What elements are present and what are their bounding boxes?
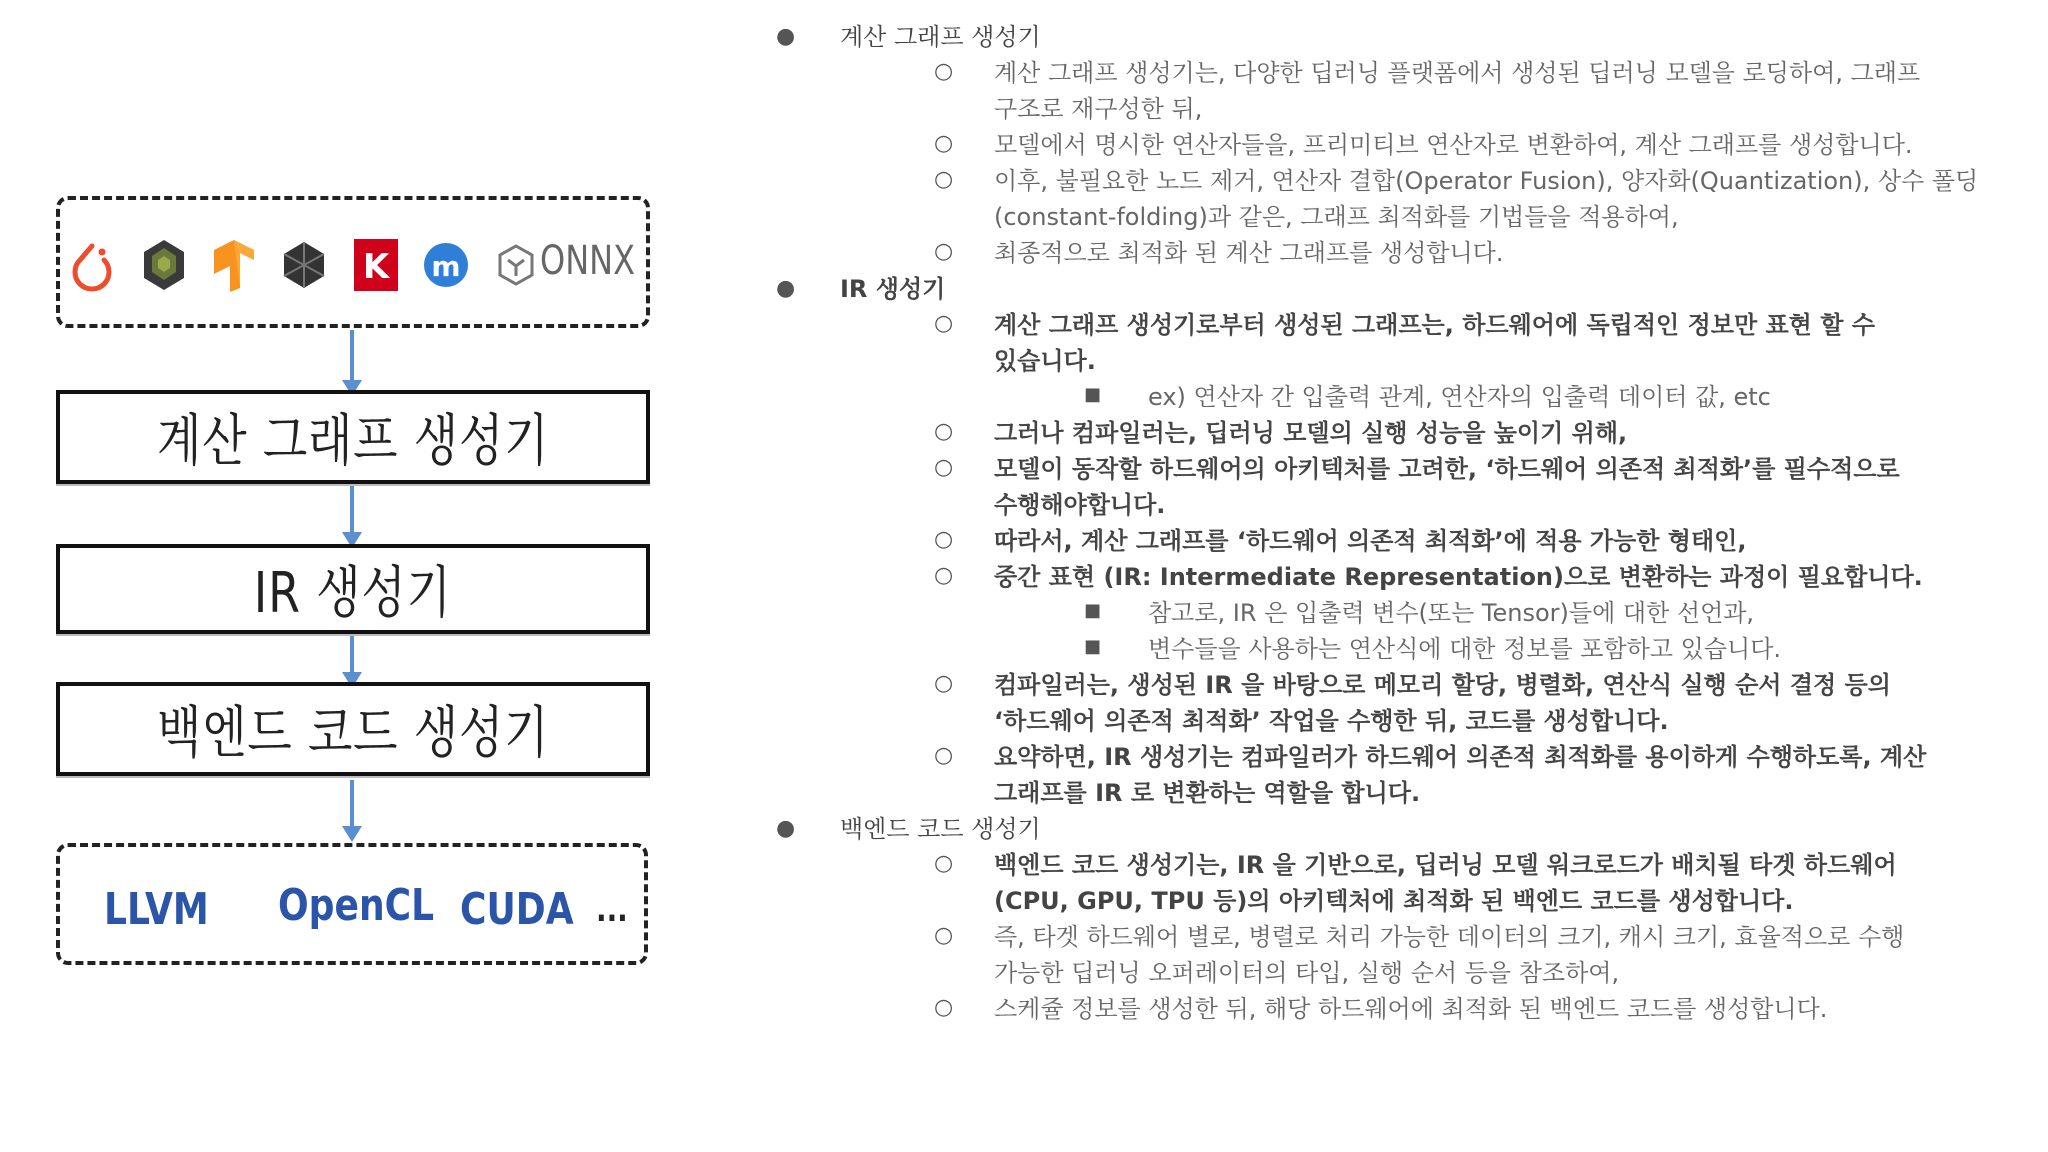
list-item: ‘하드웨어 의존적 최적화’ 작업을 수행한 뒤, 코드를 생성합니다. <box>994 707 1669 735</box>
list-item: 수행해야합니다. <box>994 491 1166 519</box>
mxnet-icon <box>138 236 190 294</box>
onnx-icon <box>494 236 538 294</box>
flow-arrow <box>350 780 354 828</box>
circle-bullet: ○ <box>934 671 954 696</box>
stage-backend-generator <box>56 682 650 776</box>
stage-ir-generator <box>56 544 650 634</box>
circle-bullet: ○ <box>934 167 954 192</box>
circle-bullet: ○ <box>934 311 954 336</box>
stage-label: IR 생성기 <box>253 561 453 626</box>
circle-bullet: ○ <box>934 995 954 1020</box>
disc-bullet: ● <box>776 24 796 49</box>
list-item: 모델이 동작할 하드웨어의 아키텍처를 고려한, ‘하드웨어 의존적 최적화’를 필수적으로 <box>994 455 1900 483</box>
svg-text:K: K <box>362 247 390 287</box>
circle-bullet: ○ <box>934 455 954 480</box>
circle-bullet: ○ <box>934 239 954 264</box>
list-item: 모델에서 명시한 연산자들을, 프리미티브 연산자로 변환하여, 계산 그래프를 생성합니다. <box>994 131 1913 159</box>
list-item: 스케쥴 정보를 생성한 뒤, 해당 하드웨어에 최적화 된 백엔드 코드를 생성합니다. <box>994 995 1828 1023</box>
list-subitem: 참고로, IR 은 입출력 변수(또는 Tensor)들에 대한 선언과, <box>1148 599 1755 627</box>
list-item: 그러나 컴파일러는, 딥러닝 모델의 실행 성능을 높이기 위해, <box>994 419 1628 447</box>
onnx-label: ONNX <box>540 238 635 284</box>
list-item: 가능한 딥러닝 오퍼레이터의 타입, 실행 순서 등을 참조하여, <box>994 959 1620 987</box>
circle-bullet: ○ <box>934 419 954 444</box>
list-item: (constant-folding)과 같은, 그래프 최적화를 기법들을 적용하여, <box>994 203 1679 231</box>
backend-llvm: LLVM <box>104 884 209 935</box>
list-item: 그래프를 IR 로 변환하는 역할을 합니다. <box>994 779 1421 807</box>
svg-text:m: m <box>431 250 461 283</box>
flow-arrow <box>350 636 354 674</box>
list-item: 백엔드 코드 생성기는, IR 을 기반으로, 딥러닝 모델 워크로드가 배치될 타겟 하드웨어 <box>994 851 1897 879</box>
list-item: (CPU, GPU, TPU 등)의 아키텍처에 최적화 된 백엔드 코드를 생성합니다. <box>994 887 1794 915</box>
circle-bullet: ○ <box>934 743 954 768</box>
list-item: 요약하면, IR 생성기는 컴파일러가 하드웨어 의존적 최적화를 용이하게 수행하도록, 계산 <box>994 743 1927 771</box>
flow-arrow <box>350 330 354 382</box>
list-item: 최종적으로 최적화 된 계산 그래프를 생성합니다. <box>994 239 1504 267</box>
keras-icon <box>350 236 402 294</box>
square-bullet: ■ <box>1084 384 1102 405</box>
circle-bullet: ○ <box>934 131 954 156</box>
tensorflow-icon <box>208 236 260 294</box>
list-item: 중간 표현 (IR: Intermediate Representation)으로 변환하는 과정이 필요합니다. <box>994 563 1923 591</box>
list-item: 계산 그래프 생성기로부터 생성된 그래프는, 하드웨어에 독립적인 정보만 표현 할 수 <box>994 311 1875 339</box>
section-title: IR 생성기 <box>840 275 946 303</box>
list-item: 컴파일러는, 생성된 IR 을 바탕으로 메모리 할당, 병렬화, 연산식 실행 순서 결정 등의 <box>994 671 1891 699</box>
flow-arrow <box>350 486 354 534</box>
list-item: 이후, 불필요한 노드 제거, 연산자 결합(Operator Fusion), 양자화(Quantization), 상수 폴딩 <box>994 167 1979 195</box>
square-bullet: ■ <box>1084 636 1102 657</box>
circle-bullet: ○ <box>934 851 954 876</box>
mindspore-icon <box>420 236 472 294</box>
list-item: 즉, 타겟 하드웨어 별로, 병렬로 처리 가능한 데이터의 크기, 캐시 크기, 효율적으로 수행 <box>994 923 1905 951</box>
pytorch-icon <box>66 236 118 294</box>
disc-bullet: ● <box>776 816 796 841</box>
circle-bullet: ○ <box>934 923 954 948</box>
circle-bullet: ○ <box>934 59 954 84</box>
paddle-icon <box>278 236 330 294</box>
list-item: 따라서, 계산 그래프를 ‘하드웨어 의존적 최적화’에 적용 가능한 형태인, <box>994 527 1747 555</box>
section-title: 계산 그래프 생성기 <box>840 23 1041 51</box>
list-subitem: 변수들을 사용하는 연산식에 대한 정보를 포함하고 있습니다. <box>1148 635 1782 663</box>
backend-more: ... <box>596 890 628 930</box>
square-bullet: ■ <box>1084 600 1102 621</box>
backend-cuda: CUDA <box>460 884 574 935</box>
list-item: 있습니다. <box>994 347 1096 375</box>
list-item: 구조로 재구성한 뒤, <box>994 95 1203 123</box>
list-subitem: ex) 연산자 간 입출력 관계, 연산자의 입출력 데이터 값, etc <box>1148 383 1771 411</box>
compiler-pipeline-diagram <box>0 0 700 1152</box>
stage-label: 백엔드 코드 생성기 <box>156 701 550 766</box>
section-title: 백엔드 코드 생성기 <box>840 815 1041 843</box>
list-item: 계산 그래프 생성기는, 다양한 딥러닝 플랫폼에서 생성된 딥러닝 모델을 로딩하여, 그래프 <box>994 59 1921 87</box>
backend-opencl: OpenCL <box>278 880 435 931</box>
circle-bullet: ○ <box>934 527 954 552</box>
circle-bullet: ○ <box>934 563 954 588</box>
stage-graph-generator <box>56 390 650 484</box>
disc-bullet: ● <box>776 276 796 301</box>
stage-label: 계산 그래프 생성기 <box>156 409 550 474</box>
